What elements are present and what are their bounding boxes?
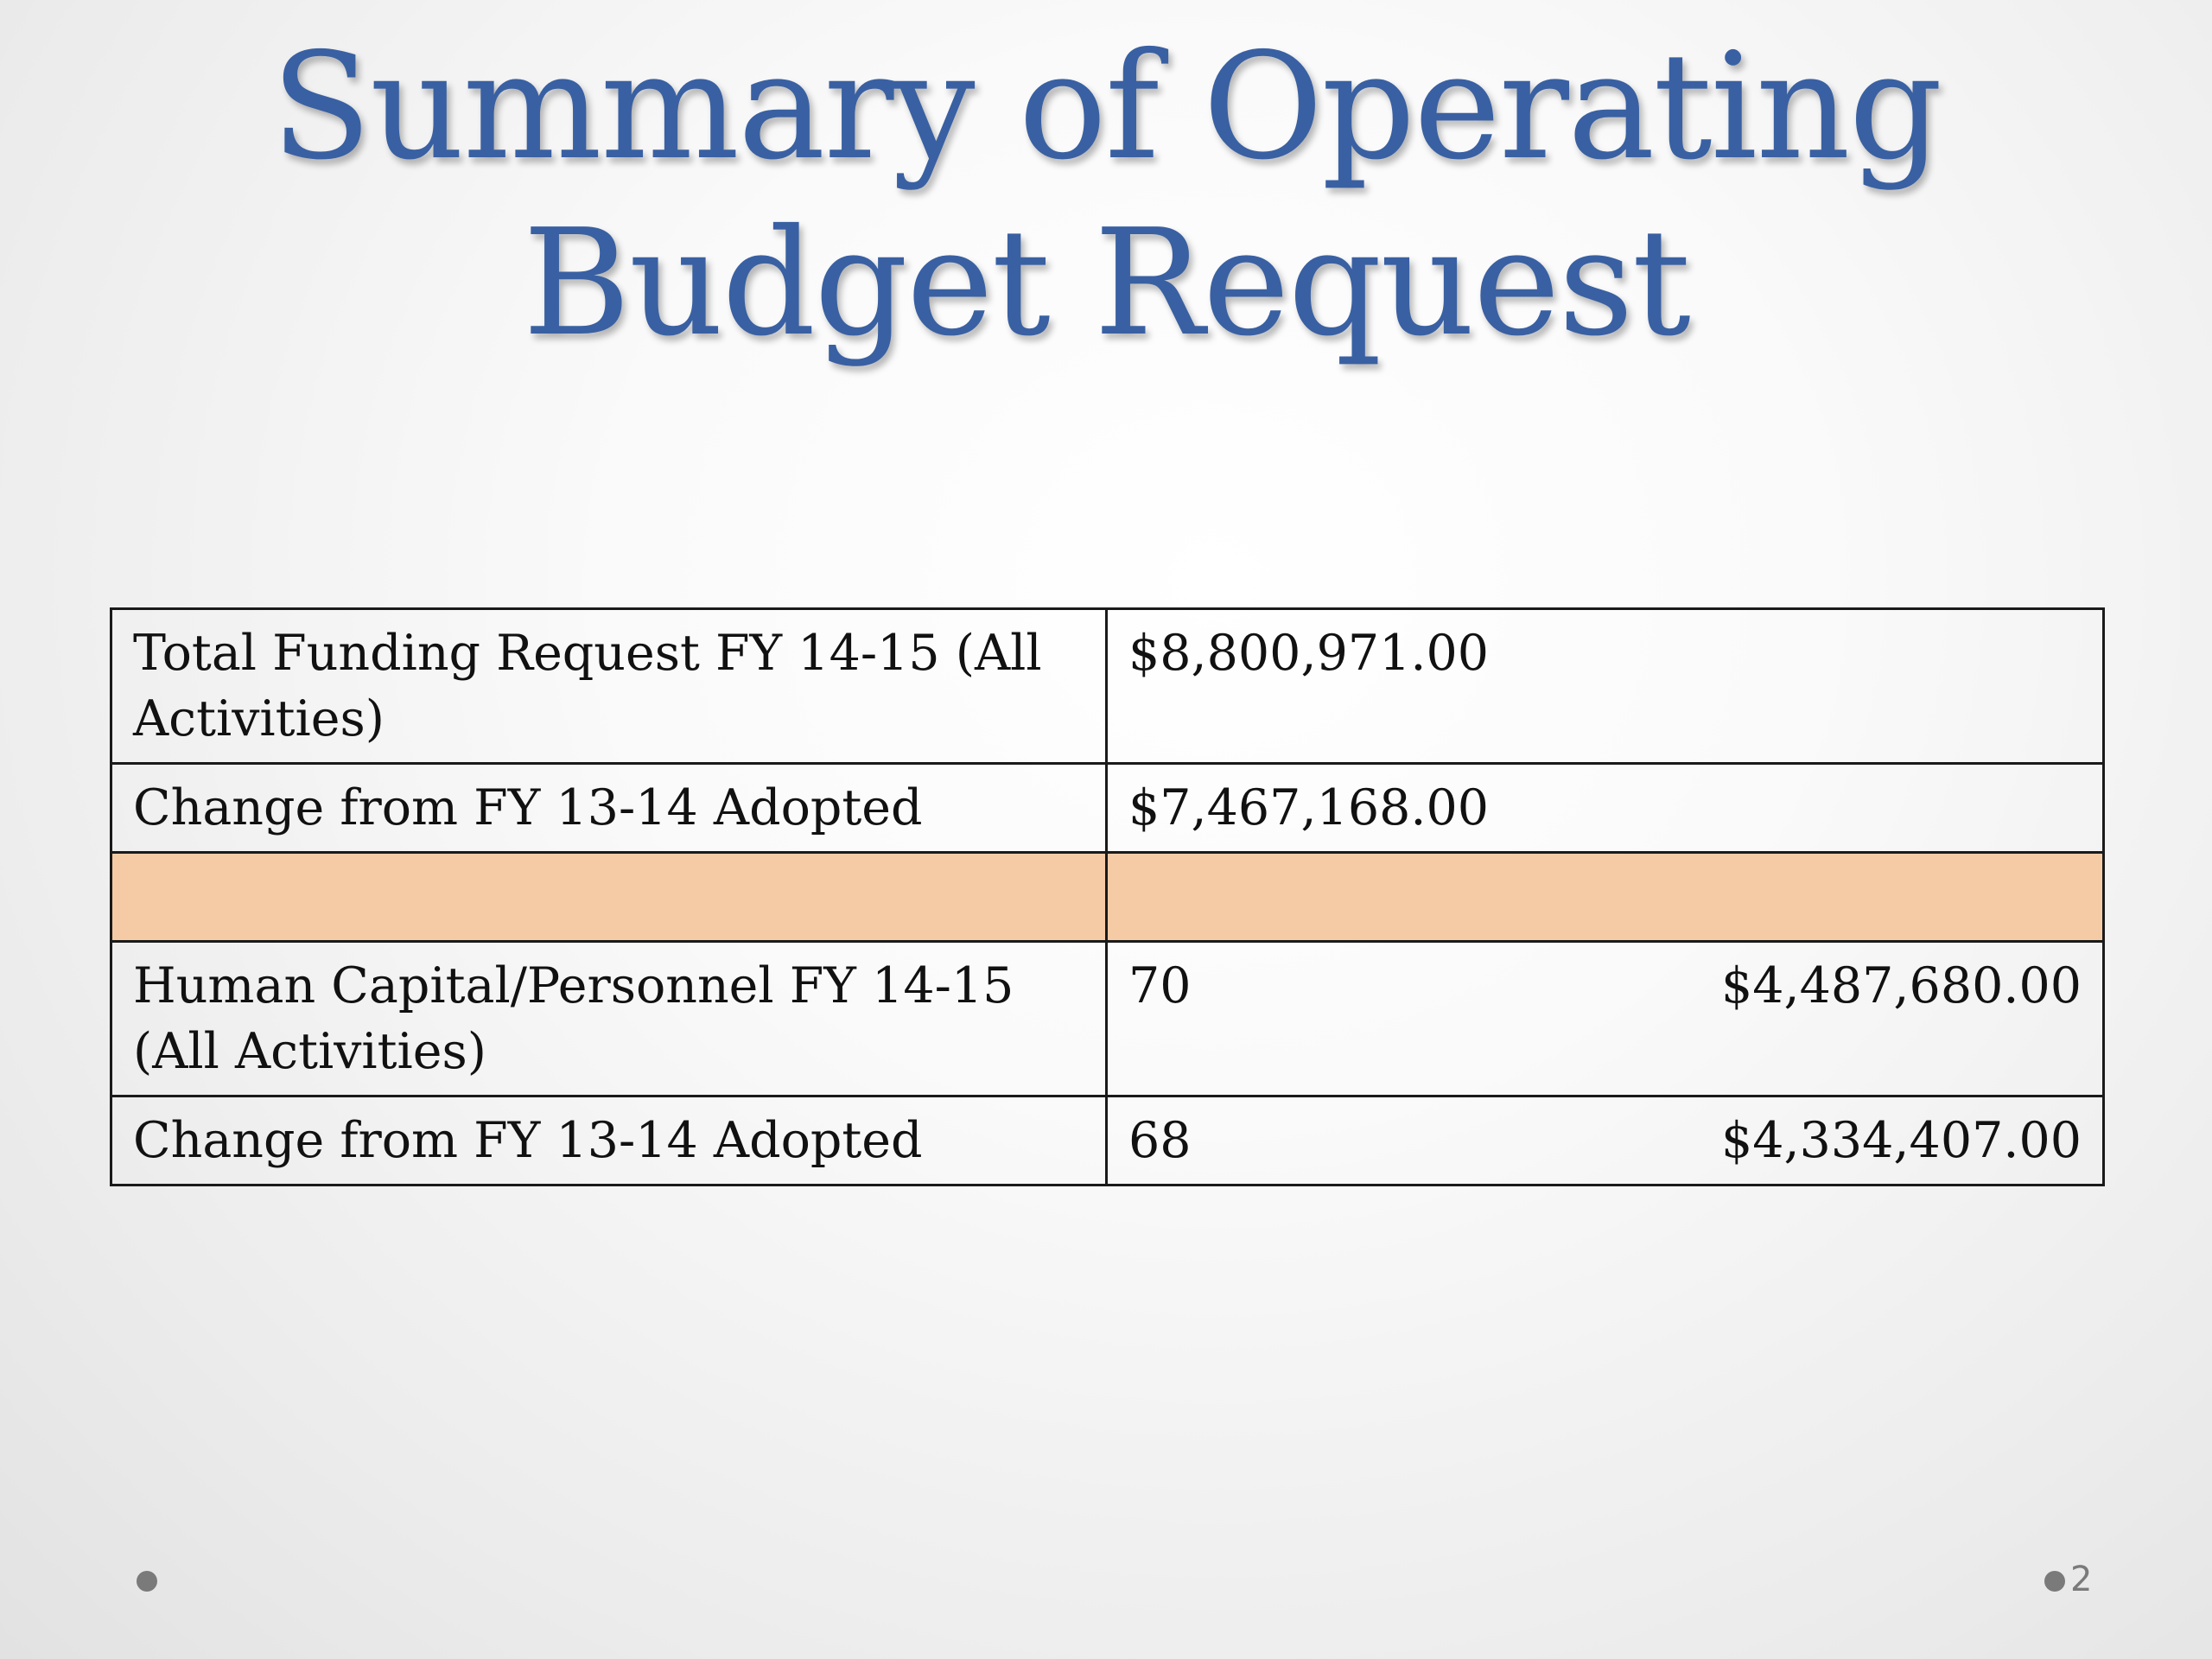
table-row-personnel-change	[111, 1096, 2104, 1185]
personnel-amount: $4,487,680.00	[1720, 957, 2082, 1014]
separator-cell-right	[1107, 853, 2104, 942]
table-row-funding-change	[111, 764, 2104, 853]
budget-summary-table	[110, 607, 2105, 1186]
footer-dot-right	[2044, 1571, 2065, 1592]
table-row-separator	[111, 853, 2104, 942]
row-label: Total Funding Request FY 14-15 (All Activities)	[111, 609, 1107, 764]
separator-cell-left	[111, 853, 1107, 942]
personnel-change-amount: $4,334,407.00	[1720, 1112, 2082, 1169]
row-value-cell	[1107, 942, 2104, 1096]
footer-dot-left	[137, 1571, 157, 1592]
table-row-total-funding	[111, 609, 2104, 764]
row-label: Change from FY 13-14 Adopted	[111, 764, 1107, 853]
row-value-cell	[1107, 1096, 2104, 1185]
personnel-change-count: 68	[1128, 1112, 1192, 1169]
table-row-personnel	[111, 942, 2104, 1096]
row-value: $7,467,168.00	[1107, 764, 2104, 853]
row-label: Human Capital/Personnel FY 14-15 (All Activities)	[111, 942, 1107, 1096]
slide-number: 2	[2070, 1560, 2093, 1599]
slide-title-line-2: Budget Request	[522, 198, 1690, 369]
slide-title	[0, 19, 2212, 372]
personnel-count: 70	[1128, 957, 1192, 1014]
slide-title-line-1: Summary of Operating	[270, 22, 1942, 193]
row-label: Change from FY 13-14 Adopted	[111, 1096, 1107, 1185]
row-value: $8,800,971.00	[1107, 609, 2104, 764]
